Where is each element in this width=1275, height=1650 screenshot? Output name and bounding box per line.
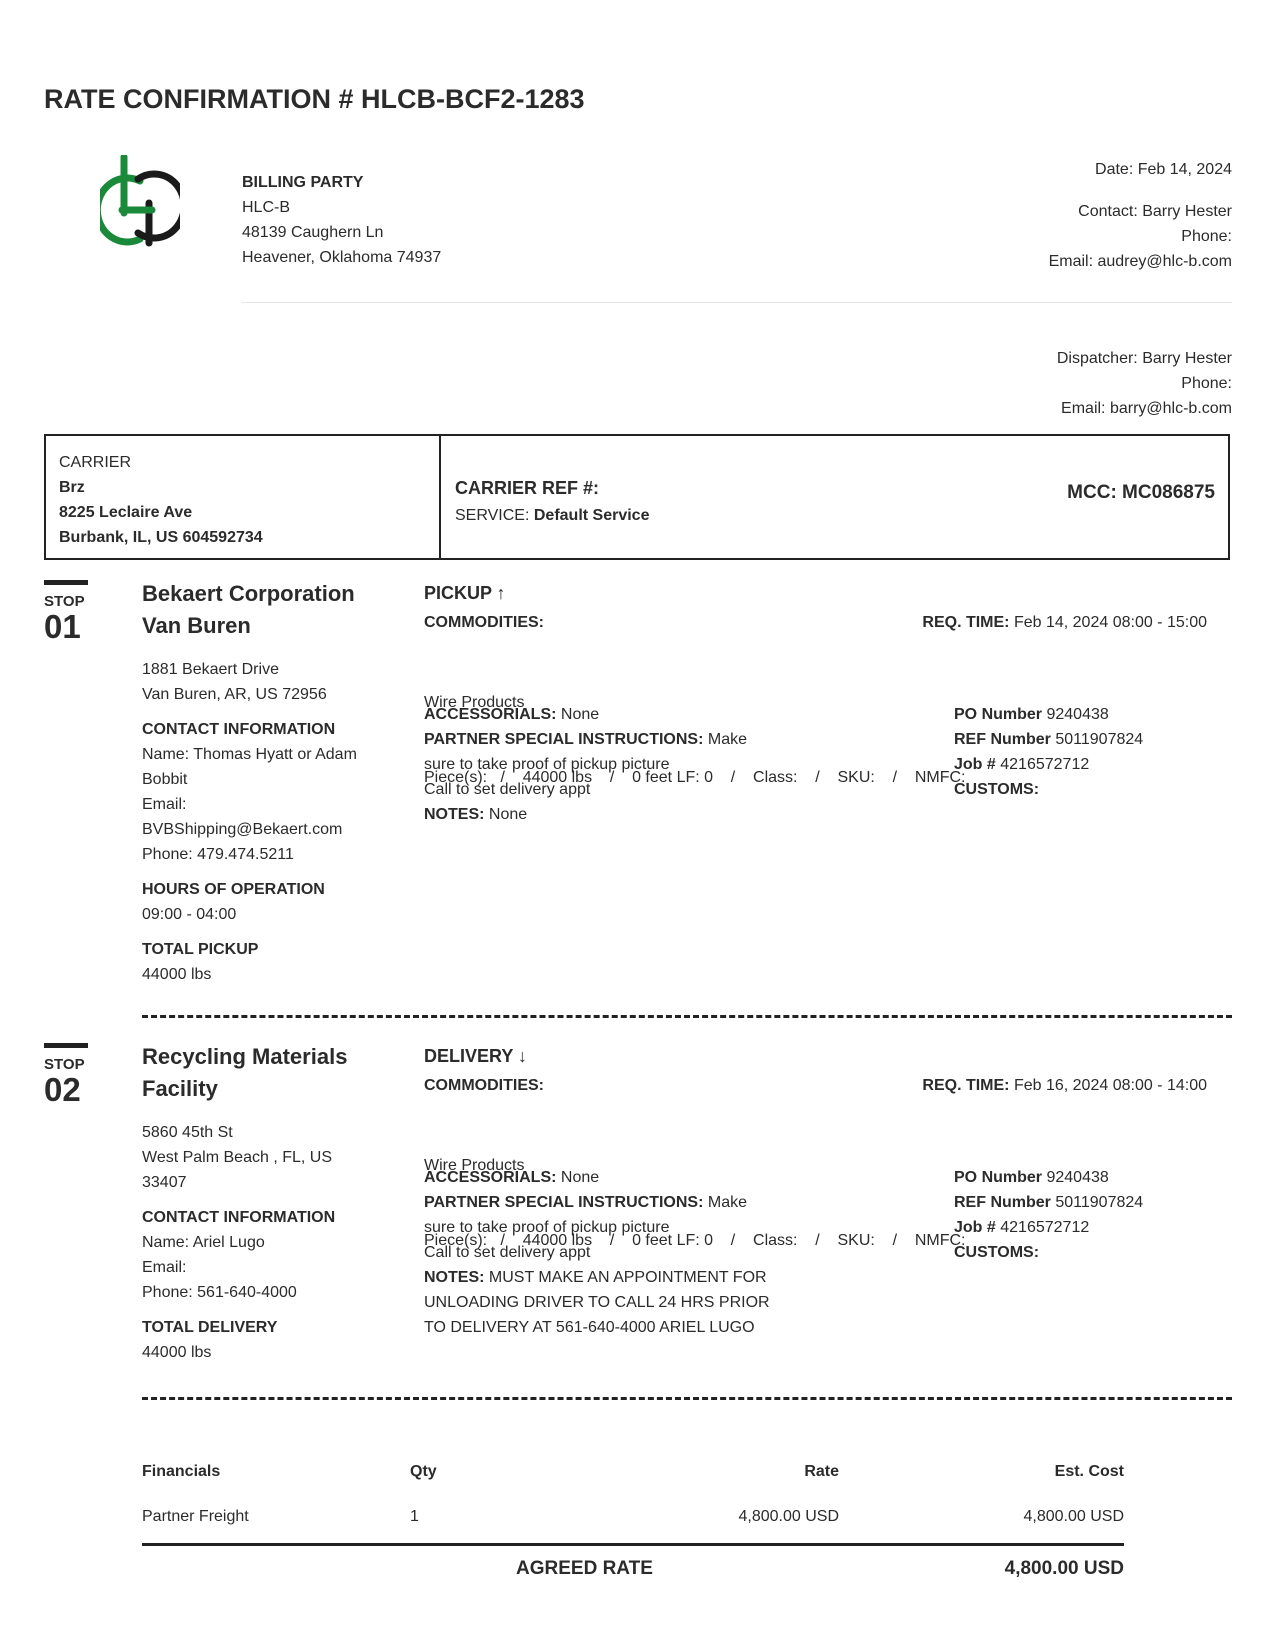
psi-text: sure to take proof of pickup picture [424,1219,670,1236]
carrier-address-1: 8225 Leclaire Ave [59,504,193,521]
commodity-name: Wire Products [424,694,525,711]
req-time-label: REQ. TIME: [922,614,1010,631]
instructions-block [424,1165,824,1340]
billing-party [242,170,441,270]
document-date: Date: Feb 14, 2024 [1095,161,1232,178]
notes-label: NOTES: [424,1269,485,1286]
carrier-ref-block [455,474,649,530]
req-time [922,1073,1207,1098]
stop-marker [44,580,88,644]
psi-text: sure to take proof of pickup picture [424,756,670,773]
po-value: 9240438 [1046,1169,1109,1186]
stop-details [142,1120,387,1365]
stop-marker [44,1043,88,1107]
commodities-heading: COMMODITIES: [424,1077,544,1094]
ref-label: REF Number [954,731,1051,748]
dispatcher-name: Dispatcher: Barry Hester [1056,350,1232,367]
req-time-label: REQ. TIME: [922,1077,1010,1094]
ref-value: 5011907824 [1055,731,1144,748]
customs-label: CUSTOMS: [954,781,1040,798]
facility-name-line: Facility [142,1076,218,1101]
table-row-qty: 1 [410,1508,419,1525]
stop-label: STOP [44,1056,85,1073]
total-heading: TOTAL PICKUP [142,941,259,958]
financials-header: Financials [142,1463,221,1480]
divider [242,302,1232,303]
contact-email: Email: audrey@hlc-b.com [1048,253,1232,270]
psi-text: Call to set delivery appt [424,1244,591,1261]
facility-name-line: Recycling Materials [142,1044,348,1069]
contact-name: Name: Ariel Lugo [142,1234,265,1251]
ref-value: 5011907824 [1055,1194,1144,1211]
phone: Phone: 479.474.5211 [142,846,294,863]
po-value: 9240438 [1046,706,1109,723]
table-row-cost: 4,800.00 USD [1023,1508,1124,1525]
total-heading: TOTAL DELIVERY [142,1319,278,1336]
stop-address-1: 1881 Bekaert Drive [142,661,279,678]
mcc-number: MCC: MC086875 [1067,482,1215,503]
commodities-label [424,1073,544,1098]
psi-text: Make [707,1194,747,1211]
psi-text: Make [707,731,747,748]
dispatcher-phone: Phone: [1181,375,1232,392]
agreed-rate-value: 4,800.00 USD [1004,1558,1124,1579]
notes-text: TO DELIVERY AT 561-640-4000 ARIEL LUGO [424,1319,755,1336]
page-title: RATE CONFIRMATION # HLCB-BCF2-1283 [44,84,585,114]
reference-block [954,702,1143,802]
carrier-address-2: Burbank, IL, US 604592734 [59,529,263,546]
accessorials-value: None [560,706,600,723]
hours-heading: HOURS OF OPERATION [142,881,325,898]
stop-kind-label: DELIVERY [424,1046,514,1066]
rate-header: Rate [804,1463,839,1480]
instructions-block [424,702,804,827]
email-label: Email: [142,796,187,813]
contact-name: Name: Thomas Hyatt or Adam [142,746,357,763]
stop-bar [44,1043,88,1048]
service-label: SERVICE: [455,507,530,524]
reference-block [954,1165,1143,1265]
po-label: PO Number [954,706,1043,723]
dispatcher-block [1057,346,1232,421]
job-label: Job # [954,756,996,773]
stop-number: 01 [44,608,81,645]
company-logo-icon [100,155,180,247]
notes-label: NOTES: [424,806,485,823]
contact-phone: Phone: [1181,228,1232,245]
pieces-line: Piece(s): / 44000 lbs / 0 feet LF: 0 / Class: / SKU: / NMFC: [424,769,966,786]
contact-name: Contact: Barry Hester [1078,203,1232,220]
carrier-label: CARRIER [59,454,132,471]
stop-divider [142,1397,1232,1400]
contact-block [1049,157,1232,274]
agreed-rate-label: AGREED RATE [516,1558,653,1579]
table-row-description: Partner Freight [142,1508,249,1525]
email-value: BVBShipping@Bekaert.com [142,821,343,838]
stop-kind [424,583,505,604]
accessorials-label: ACCESSORIALS: [424,706,557,723]
job-value: 4216572712 [1000,756,1090,773]
billing-name: HLC-B [242,199,291,216]
stop-kind [424,1046,527,1067]
stop-kind-label: PICKUP [424,583,493,603]
stop-address-3: 33407 [142,1174,187,1191]
stop-address-2: West Palm Beach , FL, US [142,1149,332,1166]
commodity-name: Wire Products [424,1157,525,1174]
stop-bar [44,580,88,585]
qty-header: Qty [410,1463,437,1480]
carrier-info [46,436,441,558]
carrier-ref-label: CARRIER REF #: [455,478,600,498]
arrow-up-icon: ↑ [496,583,506,603]
facility-name [142,1041,402,1105]
total-divider [142,1543,1124,1546]
billing-heading: BILLING PARTY [242,174,364,191]
service-value: Default Service [533,507,650,524]
facility-name-line: Bekaert Corporation [142,581,355,606]
billing-address-2: Heavener, Oklahoma 74937 [242,249,442,266]
carrier-name: Brz [59,479,85,496]
total-weight: 44000 lbs [142,1344,212,1361]
stop-label: STOP [44,593,85,610]
est-cost-header: Est. Cost [1054,1463,1124,1480]
pieces-line: Piece(s): / 44000 lbs / 0 feet LF: 0 / Class: / SKU: / NMFC: [424,1232,966,1249]
contact-name: Bobbit [142,771,188,788]
job-label: Job # [954,1219,996,1236]
psi-text: Call to set delivery appt [424,781,591,798]
contact-heading: CONTACT INFORMATION [142,1209,336,1226]
accessorials-value: None [560,1169,600,1186]
stop-address-1: 5860 45th St [142,1124,233,1141]
stop-details [142,657,387,987]
commodities-label [424,610,544,635]
accessorials-label: ACCESSORIALS: [424,1169,557,1186]
arrow-down-icon: ↓ [517,1046,527,1066]
stop-number: 02 [44,1071,81,1108]
email-label: Email: [142,1259,187,1276]
stop-address-2: Van Buren, AR, US 72956 [142,686,327,703]
hours: 09:00 - 04:00 [142,906,237,923]
po-label: PO Number [954,1169,1043,1186]
stop-divider [142,1015,1232,1018]
total-weight: 44000 lbs [142,966,212,983]
table-row-rate: 4,800.00 USD [738,1508,839,1525]
req-time [922,610,1207,635]
facility-name-line: Van Buren [142,613,251,638]
facility-name [142,578,402,642]
notes-text: None [488,806,528,823]
psi-label: PARTNER SPECIAL INSTRUCTIONS: [424,731,704,748]
commodities-heading: COMMODITIES: [424,614,544,631]
job-value: 4216572712 [1000,1219,1090,1236]
req-time-value: Feb 16, 2024 08:00 - 14:00 [1013,1077,1207,1094]
phone: Phone: 561-640-4000 [142,1284,297,1301]
notes-text: MUST MAKE AN APPOINTMENT FOR [488,1269,767,1286]
req-time-value: Feb 14, 2024 08:00 - 15:00 [1013,614,1207,631]
dispatcher-email: Email: barry@hlc-b.com [1061,400,1232,417]
billing-address-1: 48139 Caughern Ln [242,224,384,241]
customs-label: CUSTOMS: [954,1244,1040,1261]
notes-text: UNLOADING DRIVER TO CALL 24 HRS PRIOR [424,1294,770,1311]
carrier-box [44,434,1230,560]
ref-label: REF Number [954,1194,1051,1211]
contact-heading: CONTACT INFORMATION [142,721,336,738]
psi-label: PARTNER SPECIAL INSTRUCTIONS: [424,1194,704,1211]
